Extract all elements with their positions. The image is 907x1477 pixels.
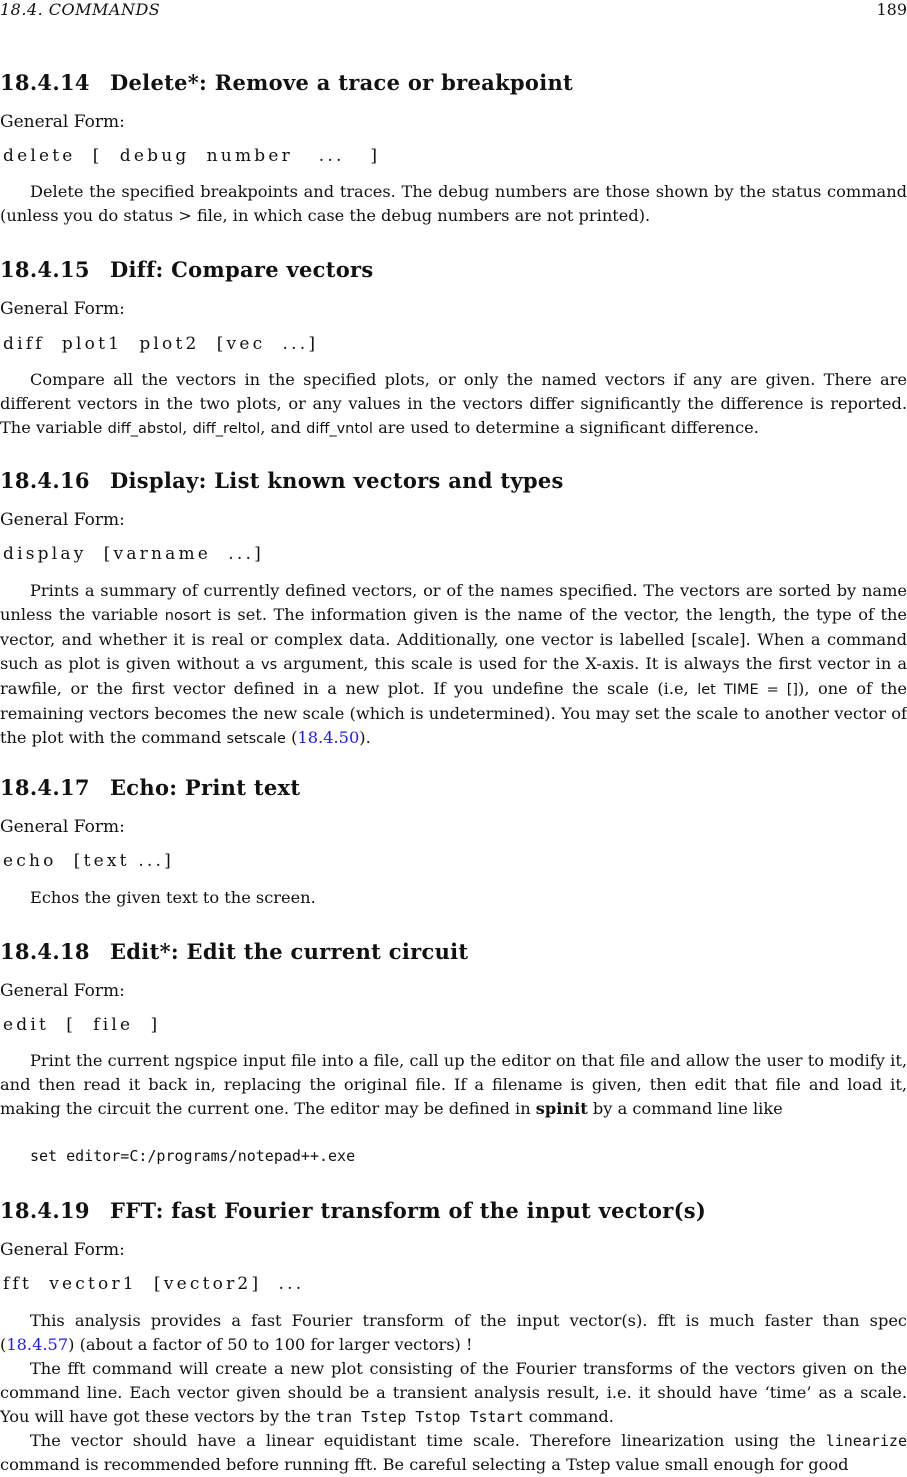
cross-reference-link[interactable]: 18.4.57 [6,1335,69,1354]
variable-name: diff_vntol [306,421,373,437]
section-heading-delete [0,70,573,95]
section-heading-diff [0,257,374,282]
inline-command: let TIME = [] [697,682,799,698]
paragraph: Print the current ngspice input file into a file, call up the editor on that file and allow the user to modify it, and then read it back in, replacing the original file. If a filename is given, then edit that file and load it, making the circuit the current one. The editor may be defined in spinit by a command line like [0,1051,907,1118]
paragraph: The fft command will create a new plot consisting of the Fourier transforms of the vectors given on the command line. Each vector given should be a transient analysis result, i.e. it should have ‘time’ as a scale. You will have got these vectors by the tran Tstep Tstop Tstart command. [0,1359,907,1426]
header-section: 18.4. COMMANDS [0,0,161,19]
general-form-label: General Form: [0,510,125,530]
command-syntax: fft vector1 [vector2] ... [3,1274,305,1294]
section-number: 18.4.18 [0,939,90,964]
variable-name: diff_abstol [107,421,183,437]
section-heading-display [0,468,564,493]
section-title: Edit*: Edit the current circuit [110,939,469,964]
paragraph: Compare all the vectors in the specified plots, or only the named vectors if any are given. There are different vectors in the two plots, or any values in the vectors differ significantly the difference is reported. The variable diff_abstol, diff_reltol, and diff_vntol are used to determine a significant difference. [0,370,907,437]
command-syntax: delete [ debug number ... ] [3,146,381,166]
section-title: Diff: Compare vectors [110,257,374,282]
running-header [0,0,907,20]
general-form-label: General Form: [0,817,125,837]
variable-name: diff_reltol [192,421,261,437]
section-title: FFT: fast Fourier transform of the input vector(s) [110,1198,707,1223]
command-syntax: edit [ file ] [3,1015,161,1035]
general-form-label: General Form: [0,112,125,132]
command-syntax: diff plot1 plot2 [vec ...] [3,334,319,354]
paragraph: This analysis provides a fast Fourier transform of the input vector(s). fft is much faster than spec (18.4.57) (about a factor of 50 to 100 for larger vectors) ! [0,1311,907,1354]
general-form-label: General Form: [0,299,125,319]
section-number: 18.4.17 [0,775,90,800]
section-title: Display: List known vectors and types [110,468,564,493]
inline-command: setscale [226,731,286,747]
section-number: 18.4.15 [0,257,90,282]
variable-name: nosort [164,608,211,624]
section-heading-echo [0,775,300,800]
inline-code: linearize [825,1432,907,1450]
command-syntax: echo [text ...] [3,851,174,871]
code-line: set editor=C:/programs/notepad++.exe [30,1147,356,1165]
bold-term: spinit [535,1099,588,1118]
general-form-label: General Form: [0,981,125,1001]
section-heading-edit [0,939,468,964]
paragraph: Echos the given text to the screen. [30,888,316,907]
general-form-label: General Form: [0,1240,125,1260]
section-title: Delete*: Remove a trace or breakpoint [110,70,574,95]
section-heading-fft [0,1198,706,1223]
section-number: 18.4.19 [0,1198,90,1223]
page-number: 189 [876,0,907,19]
cross-reference-link[interactable]: 18.4.50 [297,728,360,747]
command-syntax: display [varname ...] [3,544,264,564]
paragraph: The vector should have a linear equidistant time scale. Therefore linearization using the linearize command is recommended before running fft. Be careful selecting a Tstep value small enough for good [0,1431,907,1474]
section-number: 18.4.14 [0,70,90,95]
variable-name: vs [261,657,278,673]
paragraph: Prints a summary of currently defined vectors, or of the names specified. The vectors are sorted by name unless the variable nosort is set. The information given is the name of the vector, the length, the type of the vector, and whether it is real or complex data. Additionally, one vector is labelled [scale]. When a command such as plot is given without a vs argument, this scale is used for the X-axis. It is always the first vector in a rawfile, or the first vector defined in a new plot. If you undefine the scale (i.e, let TIME = []), one of the remaining vectors becomes the new scale (which is undetermined). You may set the scale to another vector of the plot with the command setscale (18.4.50). [0,581,907,747]
inline-code: tran Tstep Tstop Tstart [315,1408,524,1426]
section-number: 18.4.16 [0,468,90,493]
section-title: Echo: Print text [110,775,301,800]
paragraph: Delete the specified breakpoints and traces. The debug numbers are those shown by the status command (unless you do status > file, in which case the debug numbers are not printed). [0,182,907,225]
